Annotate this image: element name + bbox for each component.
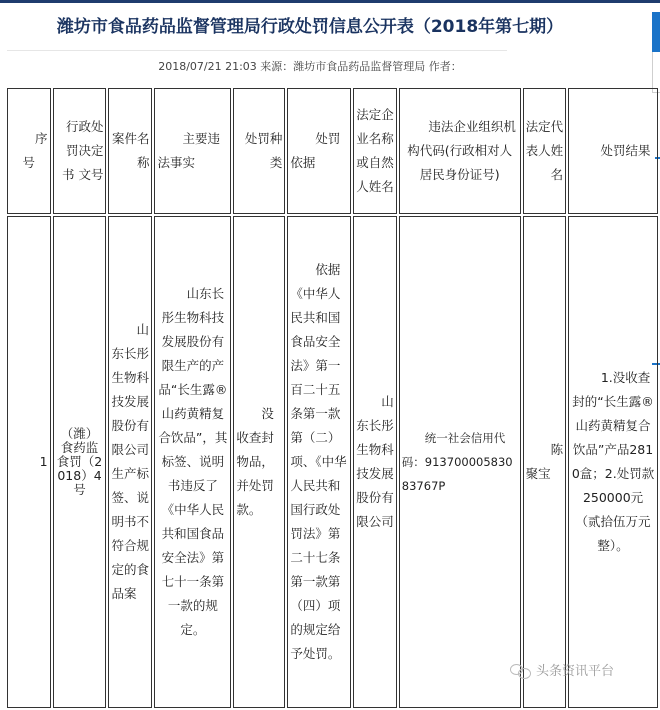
col-header-org-code: 违法企业组织机构代码(行政相对人居民身份证号) <box>399 88 521 214</box>
cell-no: 1 <box>7 216 51 708</box>
col-header-facts: 主要违法事实 <box>154 88 231 214</box>
page-title: 潍坊市食品药品监督管理局行政处罚信息公开表（2018年第七期） <box>56 17 564 37</box>
title-divider <box>7 50 507 51</box>
table-row <box>7 216 658 708</box>
col-header-basis: 处罚依据 <box>287 88 351 214</box>
col-header-legal-rep: 法定代表人姓名 <box>523 88 567 214</box>
cell-org-code: 统一社会信用代码：91370000583083767P <box>399 216 521 708</box>
wechat-icon <box>510 662 532 678</box>
penalty-table <box>5 86 660 710</box>
col-header-case-name: 案件名称 <box>108 88 152 214</box>
cell-facts: 山东长彤生物科技发展股份有限生产的产品“长生露®山药黄精复合饮品”，其标签、说明书违反了《中华人民共和国食品安全法》第七十一条第一款的规定。 <box>154 216 231 708</box>
cell-legal-rep: 陈聚宝 <box>523 216 567 708</box>
cell-case-name: 山东长彤生物科技发展股份有限公司生产标签、说明书不符合规定的食品案 <box>108 216 152 708</box>
watermark-label: 头条资讯平台 <box>536 664 615 679</box>
article-meta: 2018/07/21 21:03 来源：潍坊市食品药品监督管理局 作者： <box>158 60 462 73</box>
cell-basis: 依据《中华人民共和国食品安全法》第一百二十五条第一款第（二）项、《中华人民共和国行政处罚法》第二十七条第一款第（四）项的规定给予处罚。 <box>287 216 351 708</box>
cell-entity-name: 山东长彤生物科技发展股份有限公司 <box>353 216 397 708</box>
cell-decision-no: （潍）食药监食罚（2018）4号 <box>53 216 107 708</box>
cell-penalty-type: 没收查封物品，并处罚款。 <box>233 216 285 708</box>
cell-result: 1.没收查封的“长生露®山药黄精复合饮品”产品2810盒；2.处罚款250000元（贰拾伍万元整）。 <box>568 216 658 708</box>
watermark <box>510 660 614 679</box>
col-header-entity-name: 法定企业名称或自然人姓名 <box>353 88 397 214</box>
table-header-row <box>7 88 658 214</box>
col-header-no: 序号 <box>7 88 51 214</box>
col-header-result: 处罚结果 <box>568 88 658 214</box>
side-float-tab[interactable] <box>652 12 660 52</box>
col-header-decision-no: 行政处罚决定书 文号 <box>53 88 107 214</box>
top-bar <box>0 0 660 3</box>
col-header-penalty-type: 处罚种类 <box>233 88 285 214</box>
